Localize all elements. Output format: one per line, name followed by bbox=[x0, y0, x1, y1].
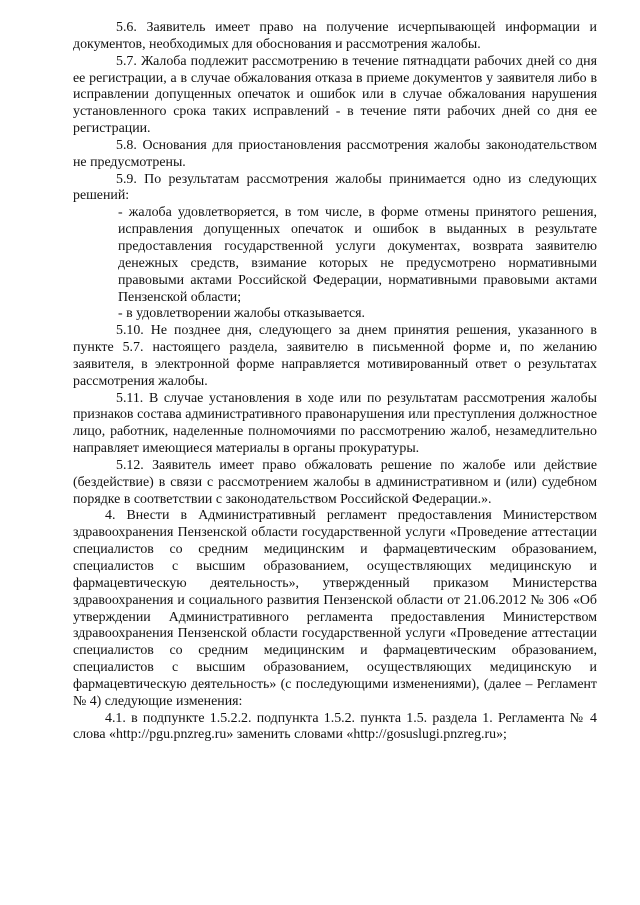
paragraph-4: 4. Внести в Административный регламент предоставления Министерством здравоохранения Пензенской области государственной услуги «Проведение аттестации специалистов со средним медицинским и фармацевтическим образованием, специалистов с высшим образованием, осуществляющих медицинскую и фармацевтическую деятельность», утвержденный приказом Министерства здравоохранения и социального развития Пензенской области от 21.06.2012 № 306 «Об утверждении Административного регламента предоставления Министерством здравоохранения Пензенской области государственной услуги «Проведение аттестации специалистов со средним медицинским и фармацевтическим образованием, специалистов с высшим образованием, осуществляющих медицинскую и фармацевтическую деятельность» (с последующими изменениями), (далее – Регламент № 4) следующие изменения: bbox=[73, 508, 597, 709]
paragraph-5-8: 5.8. Основания для приостановления рассмотрения жалобы законодательством не предусмотрены. bbox=[73, 137, 597, 170]
paragraph-5-6: 5.6. Заявитель имеет право на получение исчерпывающей информации и документов, необходимых для обоснования и рассмотрения жалобы. bbox=[73, 20, 597, 52]
paragraph-5-9: 5.9. По результатам рассмотрения жалобы принимается одно из следующих решений: bbox=[73, 171, 597, 204]
list-item-complaint-satisfied: - жалоба удовлетворяется, в том числе, в форме отмены принятого решения, исправления допущенных опечаток и ошибок в выданных в результате предоставления государственной услуги документах, возврата заявителю денежных средств, взимание которых не предусмотрено нормативными правовыми актами Российской Федерации, нормативными правовыми актами Пензенской области; bbox=[118, 205, 597, 305]
paragraph-5-7: 5.7. Жалоба подлежит рассмотрению в течение пятнадцати рабочих дней со дня ее регистрации, а в случае обжалования отказа в приеме документов у заявителя либо в исправлении допущенных опечаток и ошибок или в случае обжалования нарушения установленного срока таких исправлений - в течение пяти рабочих дней со дня ее регистрации. bbox=[73, 53, 597, 137]
paragraph-4-1: 4.1. в подпункте 1.5.2.2. подпункта 1.5.2. пункта 1.5. раздела 1. Регламента № 4 слова «http://pgu.pnzreg.ru» заменить словами «http://gosuslugi.pnzreg.ru»; bbox=[73, 710, 597, 743]
paragraph-5-11: 5.11. В случае установления в ходе или по результатам рассмотрения жалобы признаков состава административного правонарушения или преступления должностное лицо, работник, наделенные полномочиями по рассмотрению жалоб, незамедлительно направляет имеющиеся материалы в органы прокуратуры. bbox=[73, 390, 597, 457]
list-item-complaint-rejected: - в удовлетворении жалобы отказывается. bbox=[118, 306, 366, 322]
paragraph-5-12: 5.12. Заявитель имеет право обжаловать решение по жалобе или действие (бездействие) в связи с рассмотрением жалобы в административном и (или) судебном порядке в соответствии с законодательством Российской Федерации.». bbox=[73, 457, 597, 507]
document-page bbox=[73, 20, 597, 744]
paragraph-5-10: 5.10. Не позднее дня, следующего за днем принятия решения, указанного в пункте 5.7. настоящего раздела, заявителю в письменной форме и, по желанию заявителя, в электронной форме направляется мотивированный ответ о результатах рассмотрения жалобы. bbox=[73, 323, 597, 389]
